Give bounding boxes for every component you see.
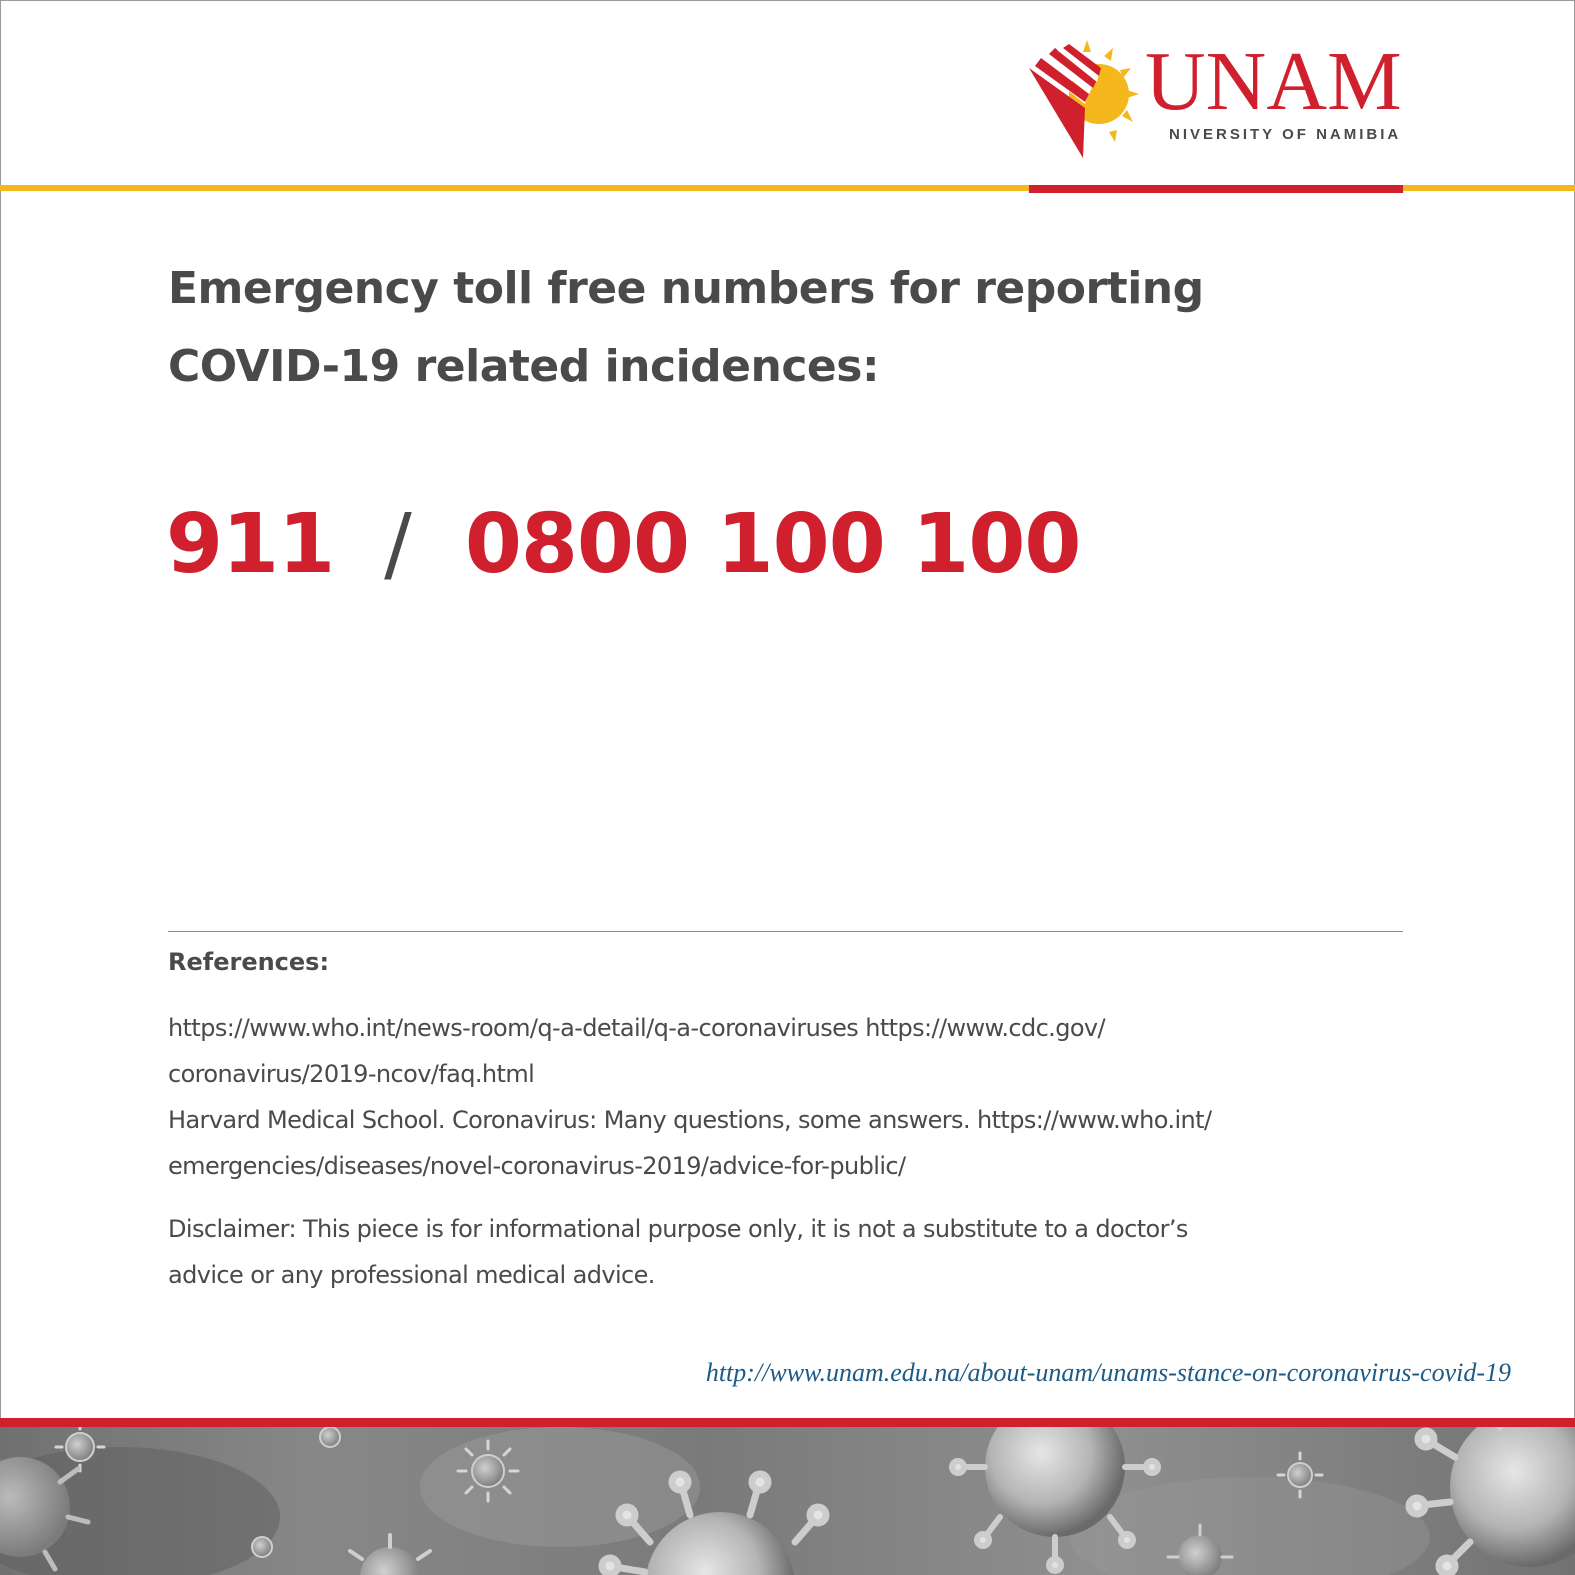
phone-number-primary: 911	[166, 497, 335, 592]
footer-rule-red	[0, 1418, 1575, 1427]
references-divider	[168, 931, 1403, 932]
virus-particles-icon	[0, 1427, 1575, 1575]
headline-line-2: COVID-19 related incidences:	[168, 341, 880, 392]
reference-line: coronavirus/2019-ncov/faq.html	[168, 1060, 535, 1088]
references-list	[168, 1005, 1408, 1189]
phone-number-secondary: 0800 100 100	[464, 497, 1081, 592]
logo-wordmark: UNAM	[1145, 35, 1402, 128]
headline-line-1: Emergency toll free numbers for reporting	[168, 263, 1204, 314]
coronavirus-banner-image	[0, 1427, 1575, 1575]
logo-subtitle: NIVERSITY OF NAMIBIA	[1169, 126, 1402, 143]
reference-line: emergencies/diseases/novel-coronavirus-2019/advice-for-public/	[168, 1152, 906, 1180]
disclaimer	[168, 1206, 1408, 1298]
reference-line: https://www.who.int/news-room/q-a-detail/q-a-coronaviruses https://www.cdc.gov/	[168, 1014, 1106, 1042]
disclaimer-line: Disclaimer: This piece is for informational purpose only, it is not a substitute to a doctor’s	[168, 1215, 1188, 1243]
references-title: References:	[168, 948, 330, 976]
headline	[168, 250, 1268, 406]
source-link[interactable]: http://www.unam.edu.na/about-unam/unams-stance-on-coronavirus-covid-19	[705, 1358, 1511, 1387]
emergency-numbers	[166, 495, 1080, 595]
disclaimer-line: advice or any professional medical advice.	[168, 1261, 655, 1289]
sun-book-icon	[1027, 38, 1147, 158]
unam-logo	[1027, 35, 1407, 158]
reference-line: Harvard Medical School. Coronavirus: Many questions, some answers. https://www.who.int/	[168, 1106, 1212, 1134]
number-separator: /	[384, 497, 411, 592]
header-rule-red	[1029, 185, 1403, 193]
